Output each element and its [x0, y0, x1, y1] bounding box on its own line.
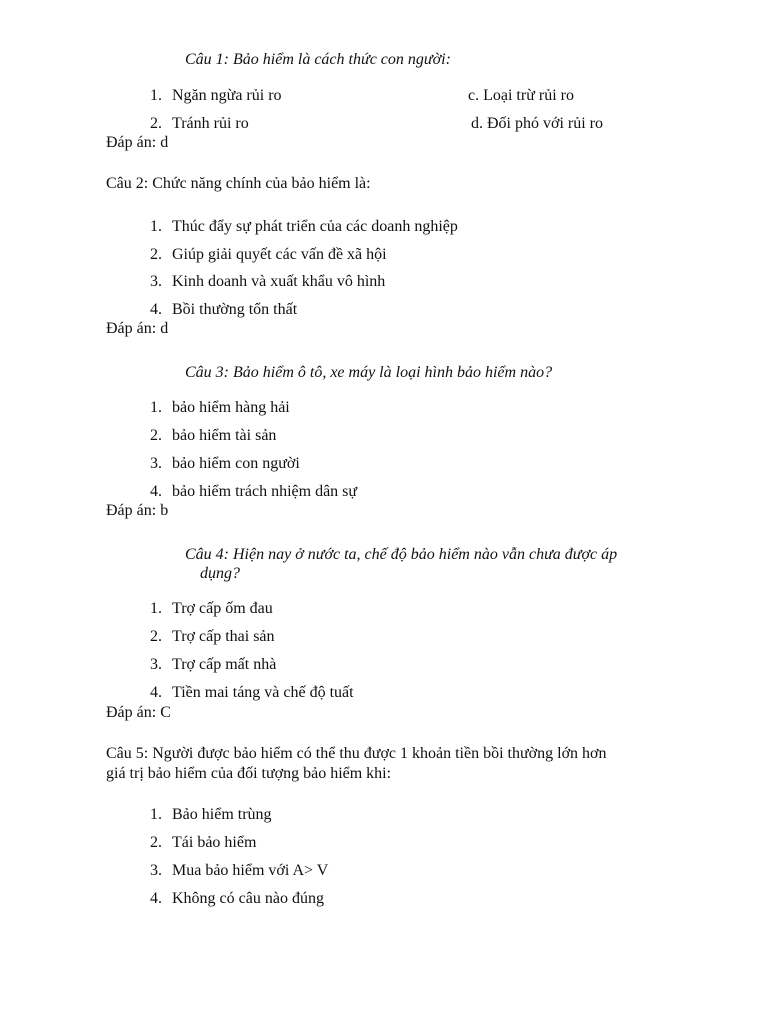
q3-option-4: bảo hiểm trách nhiệm dân sự	[172, 483, 358, 500]
q3-option-1: bảo hiểm hàng hải	[172, 399, 290, 416]
q2-option-3: Kinh doanh và xuất khẩu vô hình	[172, 273, 386, 290]
question-4-title-line-1: Câu 4: Hiện nay ở nước ta, chế độ bảo hiểm nào vẫn chưa được áp	[185, 546, 618, 563]
q5-option-1: Bảo hiểm trùng	[172, 806, 272, 823]
q2-option-4-number: 4.	[150, 301, 162, 318]
q4-option-3-number: 3.	[150, 656, 162, 673]
q5-option-2: Tái bảo hiểm	[172, 834, 257, 851]
q5-option-4-number: 4.	[150, 890, 162, 907]
q1-option-1-number: 1.	[150, 87, 162, 104]
q3-answer: Đáp án: b	[106, 502, 169, 519]
q4-option-1-number: 1.	[150, 600, 162, 617]
q3-option-2: bảo hiểm tài sản	[172, 427, 277, 444]
q4-option-3: Trợ cấp mất nhà	[172, 656, 277, 673]
q2-option-2: Giúp giải quyết các vấn đề xã hội	[172, 246, 387, 263]
q2-option-1-number: 1.	[150, 218, 162, 235]
q2-option-3-number: 3.	[150, 273, 162, 290]
q2-option-4: Bồi thường tổn thất	[172, 301, 298, 318]
q1-option-d: d. Đối phó với rủi ro	[471, 115, 604, 132]
q1-answer: Đáp án: d	[106, 134, 169, 151]
q4-option-1: Trợ cấp ốm đau	[172, 600, 273, 617]
q3-option-3-number: 3.	[150, 455, 162, 472]
q4-option-4-number: 4.	[150, 684, 162, 701]
q2-option-2-number: 2.	[150, 246, 162, 263]
question-1-title: Câu 1: Bảo hiểm là cách thức con người:	[185, 51, 451, 68]
q3-option-3: bảo hiểm con người	[172, 455, 300, 472]
question-2-title: Câu 2: Chức năng chính của bảo hiểm là:	[106, 175, 371, 192]
q4-option-4: Tiền mai táng và chế độ tuất	[172, 684, 354, 701]
q5-option-2-number: 2.	[150, 834, 162, 851]
q3-option-4-number: 4.	[150, 483, 162, 500]
question-5-title-line-2: giá trị bảo hiểm của đối tượng bảo hiểm khi:	[106, 765, 392, 782]
q3-option-2-number: 2.	[150, 427, 162, 444]
q5-option-1-number: 1.	[150, 806, 162, 823]
q1-option-2: Tránh rủi ro	[172, 115, 249, 132]
question-5-title-line-1: Câu 5: Người được bảo hiểm có thể thu được 1 khoản tiền bồi thường lớn hơn	[106, 745, 607, 762]
question-3-title: Câu 3: Bảo hiểm ô tô, xe máy là loại hình bảo hiểm nào?	[185, 364, 553, 381]
q2-option-1: Thúc đẩy sự phát triển của các doanh nghiệp	[172, 218, 458, 235]
q5-option-3: Mua bảo hiểm với A> V	[172, 862, 329, 879]
q5-option-3-number: 3.	[150, 862, 162, 879]
q1-option-2-number: 2.	[150, 115, 162, 132]
question-4-title-line-2: dụng?	[200, 565, 240, 582]
q4-option-2-number: 2.	[150, 628, 162, 645]
q5-option-4: Không có câu nào đúng	[172, 890, 324, 907]
q1-option-1: Ngăn ngừa rủi ro	[172, 87, 282, 104]
q1-option-c: c. Loại trừ rủi ro	[468, 87, 574, 104]
q3-option-1-number: 1.	[150, 399, 162, 416]
q4-answer: Đáp án: C	[106, 704, 171, 721]
q4-option-2: Trợ cấp thai sản	[172, 628, 275, 645]
q2-answer: Đáp án: d	[106, 320, 169, 337]
